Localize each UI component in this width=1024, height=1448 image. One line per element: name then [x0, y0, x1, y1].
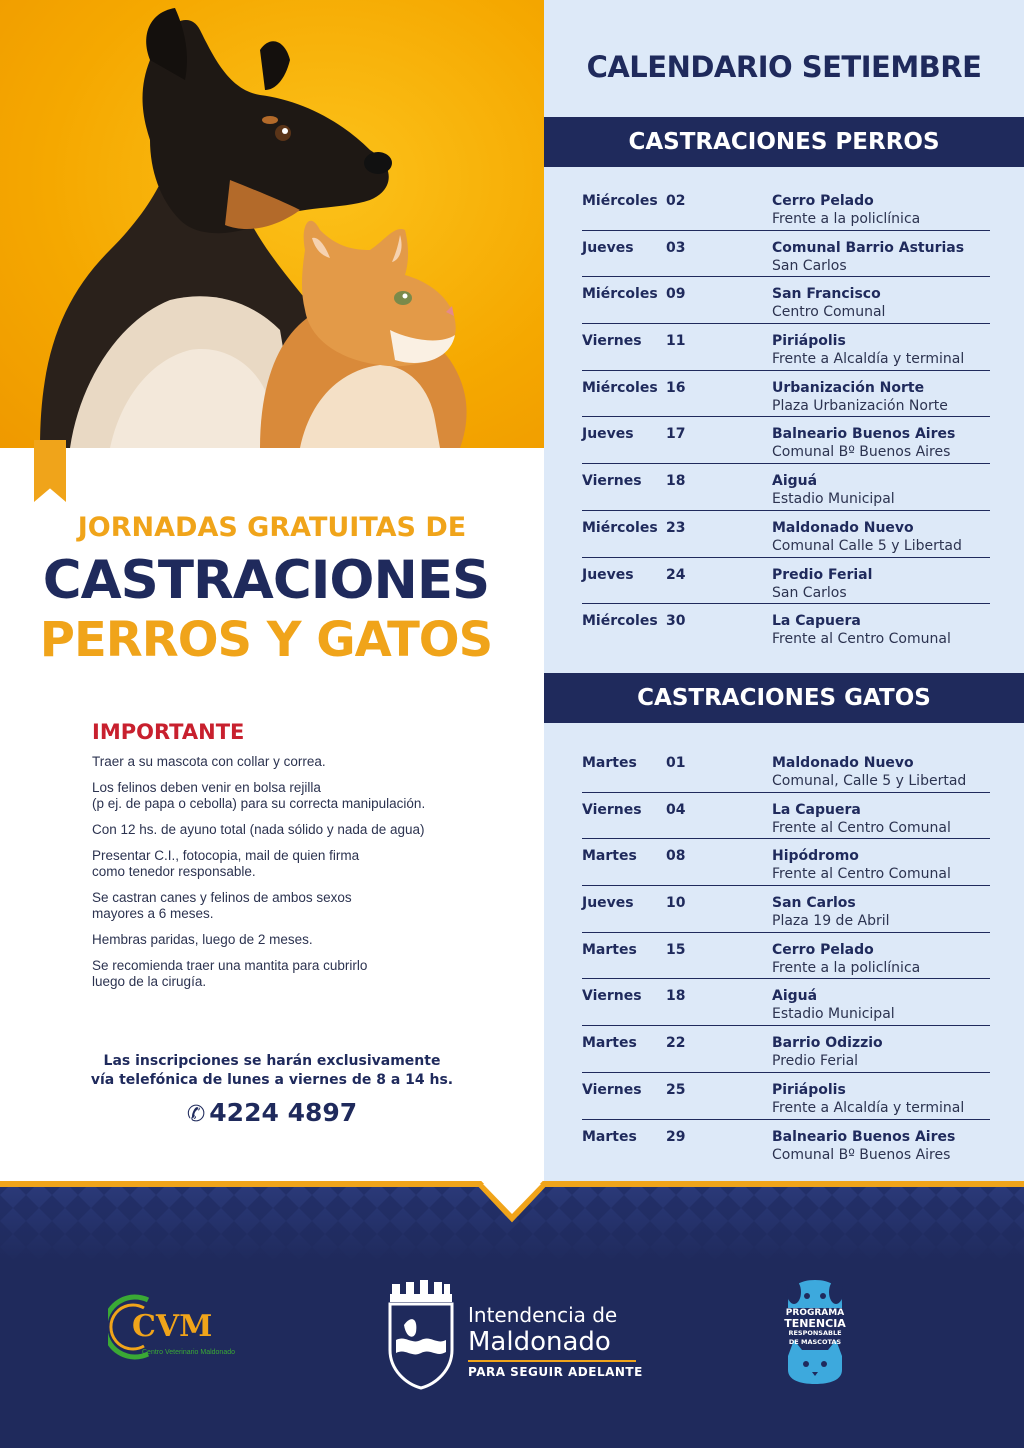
schedule-row	[582, 558, 990, 605]
schedule-detail: Estadio Municipal	[772, 491, 895, 508]
schedule-row	[582, 511, 990, 558]
schedule-day: Viernes	[582, 801, 642, 818]
schedule-detail: Comunal Bº Buenos Aires	[772, 1146, 951, 1163]
schedule-row	[582, 324, 990, 371]
bookmark-ribbon	[34, 440, 66, 502]
cvm-caption: Centro Veterinario Maldonado	[142, 1349, 236, 1356]
schedule-row	[582, 371, 990, 418]
schedule-place: Aiguá	[772, 473, 818, 490]
schedule-num: 04	[666, 801, 686, 818]
schedule-row	[582, 417, 990, 464]
schedule-day: Martes	[582, 941, 637, 958]
schedule-detail: Centro Comunal	[772, 304, 886, 321]
schedule-detail: Plaza Urbanización Norte	[772, 397, 948, 414]
schedule-detail: Frente a la policlínica	[772, 211, 921, 227]
phone-number-block[interactable]	[0, 1098, 544, 1127]
important-section	[92, 720, 512, 1000]
im-tagline: PARA SEGUIR ADELANTE	[468, 1365, 643, 1379]
schedule-row	[582, 231, 990, 278]
registration-line2: vía telefónica de lunes a viernes de 8 a 14 hs.	[90, 1072, 454, 1088]
schedule-num: 24	[666, 566, 686, 583]
cvm-letters: CVM	[132, 1309, 213, 1344]
schedule-detail: Frente a Alcaldía y terminal	[772, 1099, 965, 1116]
im-line1: Intendencia de	[468, 1303, 618, 1327]
schedule-num: 10	[666, 895, 686, 912]
schedule-row	[582, 464, 990, 511]
schedule-place: Balneario Buenos Aires	[772, 426, 956, 443]
schedule-num: 16	[666, 379, 686, 396]
maldonado-crest-icon	[386, 1280, 456, 1390]
calendar-title: CALENDARIO SETIEMBRE	[586, 50, 982, 84]
schedule-day: Martes	[582, 848, 637, 865]
schedule-num: 29	[666, 1128, 686, 1145]
schedule-row	[582, 979, 990, 1026]
schedule-row	[582, 1073, 990, 1120]
schedule-row	[582, 1026, 990, 1073]
important-item: Hembras paridas, luego de 2 meses.	[92, 932, 313, 947]
footer-notch	[0, 1176, 1024, 1216]
registration-line1: Las inscripciones se harán exclusivamente	[103, 1053, 441, 1069]
schedule-num: 09	[666, 286, 686, 303]
schedule-num: 18	[666, 473, 686, 490]
schedule-num: 03	[666, 239, 686, 256]
schedule-place: San Carlos	[772, 895, 856, 912]
schedule-place: Hipódromo	[772, 848, 859, 865]
schedule-detail: Comunal Bº Buenos Aires	[772, 444, 951, 461]
schedule-row	[582, 839, 990, 886]
dogs-schedule-list	[582, 184, 990, 651]
cvm-logo	[108, 1292, 278, 1362]
schedule-place: Urbanización Norte	[772, 379, 925, 396]
important-item: Se castran canes y felinos de ambos sexos mayores a 6 meses.	[92, 890, 352, 921]
program-line2: TENENCIA	[784, 1317, 846, 1330]
schedule-place: Cerro Pelado	[772, 941, 874, 958]
schedule-place: Comunal Barrio Asturias	[772, 239, 965, 256]
schedule-row	[582, 277, 990, 324]
schedule-day: Miércoles	[582, 286, 658, 303]
intro-title-line2: PERROS Y GATOS	[39, 612, 493, 668]
schedule-row	[582, 886, 990, 933]
schedule-detail: Frente a Alcaldía y terminal	[772, 351, 965, 368]
intro-subtitle: JORNADAS GRATUITAS DE	[77, 512, 467, 543]
schedule-place: Balneario Buenos Aires	[772, 1128, 956, 1145]
phone-icon: ✆	[186, 1102, 206, 1127]
schedule-num: 15	[666, 941, 686, 958]
schedule-detail: Frente a la policlínica	[772, 959, 921, 976]
schedule-place: Aiguá	[772, 988, 818, 1005]
schedule-num: 22	[666, 1035, 686, 1052]
schedule-day: Martes	[582, 1035, 637, 1052]
schedule-detail: Frente al Centro Comunal	[772, 866, 951, 883]
schedule-detail: Frente al Centro Comunal	[772, 631, 951, 648]
important-item: Los felinos deben venir en bolsa rejilla (p ej. de papa o cebolla) para su correcta manipulación.	[92, 780, 426, 811]
schedule-row	[582, 746, 990, 793]
schedule-detail: Comunal Calle 5 y Libertad	[772, 537, 962, 554]
schedule-row	[582, 933, 990, 980]
schedule-day: Miércoles	[582, 379, 658, 396]
schedule-day: Jueves	[582, 426, 634, 443]
schedule-day: Jueves	[582, 895, 634, 912]
schedule-day: Martes	[582, 755, 637, 771]
schedule-num: 30	[666, 613, 686, 630]
schedule-row	[582, 604, 990, 651]
schedule-day: Viernes	[582, 333, 642, 350]
dogs-section-header: CASTRACIONES PERROS	[544, 117, 1024, 167]
schedule-place: La Capuera	[772, 613, 861, 630]
phone-number[interactable]: 4224 4897	[209, 1098, 358, 1127]
dog-and-cat-illustration	[0, 0, 544, 448]
schedule-place: Maldonado Nuevo	[772, 755, 914, 771]
schedule-detail: San Carlos	[772, 584, 847, 601]
hero-photo	[0, 0, 544, 448]
schedule-day: Miércoles	[582, 519, 658, 536]
program-line3: RESPONSABLE	[788, 1329, 842, 1337]
schedule-num: 25	[666, 1081, 686, 1098]
schedule-row	[582, 1120, 990, 1167]
im-line2: Maldonado	[468, 1327, 611, 1357]
schedule-detail: Comunal, Calle 5 y Libertad	[772, 773, 967, 789]
schedule-place: San Francisco	[772, 286, 881, 303]
schedule-day: Miércoles	[582, 613, 658, 630]
schedule-day: Viernes	[582, 1081, 642, 1098]
schedule-detail: San Carlos	[772, 257, 847, 274]
cats-schedule-list	[582, 746, 990, 1166]
schedule-num: 01	[666, 755, 686, 771]
program-text	[774, 1309, 856, 1347]
schedule-place: Piriápolis	[772, 1081, 846, 1098]
schedule-row	[582, 793, 990, 840]
schedule-place: La Capuera	[772, 801, 861, 818]
schedule-place: Barrio Odizzio	[772, 1035, 883, 1052]
schedule-num: 18	[666, 988, 686, 1005]
schedule-day: Martes	[582, 1128, 637, 1145]
schedule-place: Cerro Pelado	[772, 193, 874, 209]
schedule-day: Jueves	[582, 566, 634, 583]
important-item: Traer a su mascota con collar y correa.	[92, 754, 326, 769]
important-item: Presentar C.I., fotocopia, mail de quien firma como tenedor responsable.	[92, 848, 360, 879]
schedule-detail: Estadio Municipal	[772, 1006, 895, 1023]
schedule-detail: Frente al Centro Comunal	[772, 819, 951, 836]
schedule-detail: Predio Ferial	[772, 1053, 859, 1070]
important-item: Se recomienda traer una mantita para cubrirlo luego de la cirugía.	[92, 958, 368, 989]
schedule-num: 17	[666, 426, 686, 443]
schedule-place: Piriápolis	[772, 333, 846, 350]
schedule-place: Predio Ferial	[772, 566, 873, 583]
schedule-day: Viernes	[582, 988, 642, 1005]
registration-info	[0, 1052, 544, 1090]
cats-section-header: CASTRACIONES GATOS	[544, 673, 1024, 723]
im-underline	[468, 1360, 636, 1362]
schedule-row	[582, 184, 990, 231]
schedule-detail: Plaza 19 de Abril	[772, 913, 890, 930]
schedule-day: Miércoles	[582, 193, 658, 209]
schedule-day: Jueves	[582, 239, 634, 256]
schedule-num: 08	[666, 848, 686, 865]
program-line1: PROGRAMA	[785, 1308, 845, 1318]
calendar-panel	[544, 0, 1024, 1190]
important-heading: IMPORTANTE	[92, 720, 245, 744]
important-item: Con 12 hs. de ayuno total (nada sólido y nada de agua)	[92, 822, 425, 837]
schedule-day: Viernes	[582, 473, 642, 490]
program-line4: DE MASCOTAS	[788, 1338, 842, 1346]
intro-title: CASTRACIONES	[42, 550, 490, 611]
schedule-num: 11	[666, 333, 686, 350]
schedule-place: Maldonado Nuevo	[772, 519, 914, 536]
schedule-num: 23	[666, 519, 686, 536]
schedule-num: 02	[666, 193, 686, 209]
